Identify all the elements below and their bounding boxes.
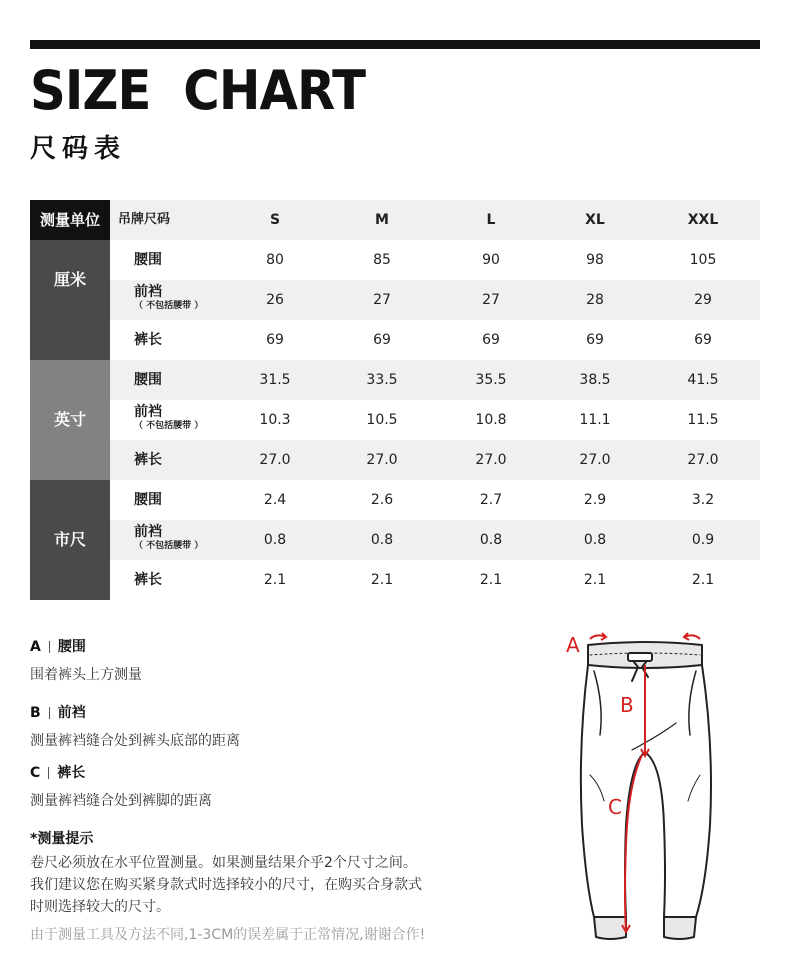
table-cell: 27.0 [366,452,398,468]
legend-c-name: 裤长 [57,765,86,781]
table-cell: 27 [482,292,500,308]
table-cell: 90 [482,252,500,268]
label-c: C [608,795,622,819]
legend-b-desc: 测量裤裆缝合处到裤头底部的距离 [30,733,240,749]
table-cell: 69 [373,332,391,348]
pants-drawing [560,625,730,945]
table-cell: 80 [266,252,284,268]
table-cell: 2.1 [691,572,715,588]
tag-size-header: 吊牌尺码 [118,212,171,227]
table-cell: 38.5 [579,372,611,388]
legend-a-name: 腰围 [57,639,86,655]
table-cell: 69 [586,332,604,348]
table-cell: 0.8 [479,532,503,548]
size-header: XL [585,212,605,228]
tips-title: *测量提示 [30,831,94,847]
table-cell: 0.8 [583,532,607,548]
table-cell: 0.8 [263,532,287,548]
row-label: 裤长 [134,572,162,588]
top-rule [30,40,760,49]
unit-block: 市尺 [30,480,110,600]
table-cell: 33.5 [366,372,398,388]
table-cell: 98 [586,252,604,268]
unit-block: 英寸 [30,360,110,480]
label-b: B [620,693,634,717]
size-header: S [269,212,281,228]
size-header: M [375,212,389,228]
row-label-group [134,284,203,312]
table-cell: 26 [266,292,284,308]
legend-c-desc: 测量裤裆缝合处到裤脚的距离 [30,793,212,809]
legend-b-name: 前裆 [57,705,86,721]
table-cell: 10.5 [366,412,398,428]
table-cell: 2.6 [370,492,394,508]
table-cell: 3.2 [691,492,715,508]
table-row [110,400,760,440]
table-cell: 11.1 [579,412,611,428]
table-cell: 2.1 [370,572,394,588]
tips-disclaimer: 由于测量工具及方法不同,1-3CM的误差属于正常情况,谢谢合作! [30,927,426,943]
table-cell: 105 [689,252,717,268]
table-row [110,480,760,520]
row-label-note: （ 不包括腰带 ） [134,541,204,551]
table-cell: 0.8 [370,532,394,548]
row-label: 腰围 [134,372,162,388]
table-cell: 2.1 [479,572,503,588]
table-cell: 2.1 [263,572,287,588]
table-cell: 27.0 [579,452,611,468]
table-cell: 69 [266,332,284,348]
table-cell: 2.9 [583,492,607,508]
table-cell: 31.5 [259,372,291,388]
row-label-group [134,524,203,552]
page-subtitle: 尺码表 [30,134,127,164]
row-label-note: （ 不包括腰带 ） [134,301,204,311]
table-cell: 2.1 [583,572,607,588]
table-cell: 11.5 [687,412,719,428]
row-label: 前裆 [134,524,162,540]
table-cell: 10.8 [475,412,507,428]
table-cell: 10.3 [259,412,291,428]
legend-a-heading [30,636,86,656]
size-header: L [486,212,496,228]
legend-c-heading [30,762,85,782]
measurement-markers [590,633,700,932]
row-label: 裤长 [134,452,162,468]
legend-b-heading [30,702,86,722]
tips-text: 卷尺必须放在水平位置测量。如果测量结果介乎2个尺寸之间。 我们建议您在购买紧身款式时选择较小的尺寸，在购买合身款式 时则选择较大的尺寸。 [30,855,422,915]
table-cell: 85 [373,252,391,268]
table-cell: 35.5 [475,372,507,388]
label-a: A [566,633,580,657]
table-cell: 69 [482,332,500,348]
row-label: 腰围 [134,252,162,268]
table-cell: 0.9 [691,532,715,548]
table-cell: 69 [694,332,712,348]
table-row [110,280,760,320]
table-cell: 41.5 [687,372,719,388]
pants-diagram [560,625,730,945]
table-cell: 27.0 [475,452,507,468]
table-cell: 29 [694,292,712,308]
size-header: XXL [687,212,719,228]
row-label: 腰围 [134,492,162,508]
row-label: 前裆 [134,284,162,300]
legend-b-letter: B [30,705,41,721]
table-row [110,560,760,600]
table-cell: 27.0 [687,452,719,468]
table-cell: 27.0 [259,452,291,468]
table-cell: 27 [373,292,391,308]
legend-c-letter: C [30,765,41,781]
page-title: SIZE CHART [30,59,366,122]
table-row [110,320,760,360]
table-cell: 2.4 [263,492,287,508]
table-row [110,520,760,560]
row-label-group [134,404,203,432]
table-cell: 28 [586,292,604,308]
unit-block: 厘米 [30,240,110,360]
table-header-row [30,200,760,240]
table-row [110,440,760,480]
table-cell: 2.7 [479,492,503,508]
legend-a-desc: 围着裤头上方测量 [30,667,142,683]
row-label-note: （ 不包括腰带 ） [134,421,204,431]
table-row [110,360,760,400]
row-label: 裤长 [134,332,162,348]
legend-a-letter: A [30,639,41,655]
table-row [110,240,760,280]
row-label: 前裆 [134,404,162,420]
unit-header: 测量单位 [30,200,110,240]
